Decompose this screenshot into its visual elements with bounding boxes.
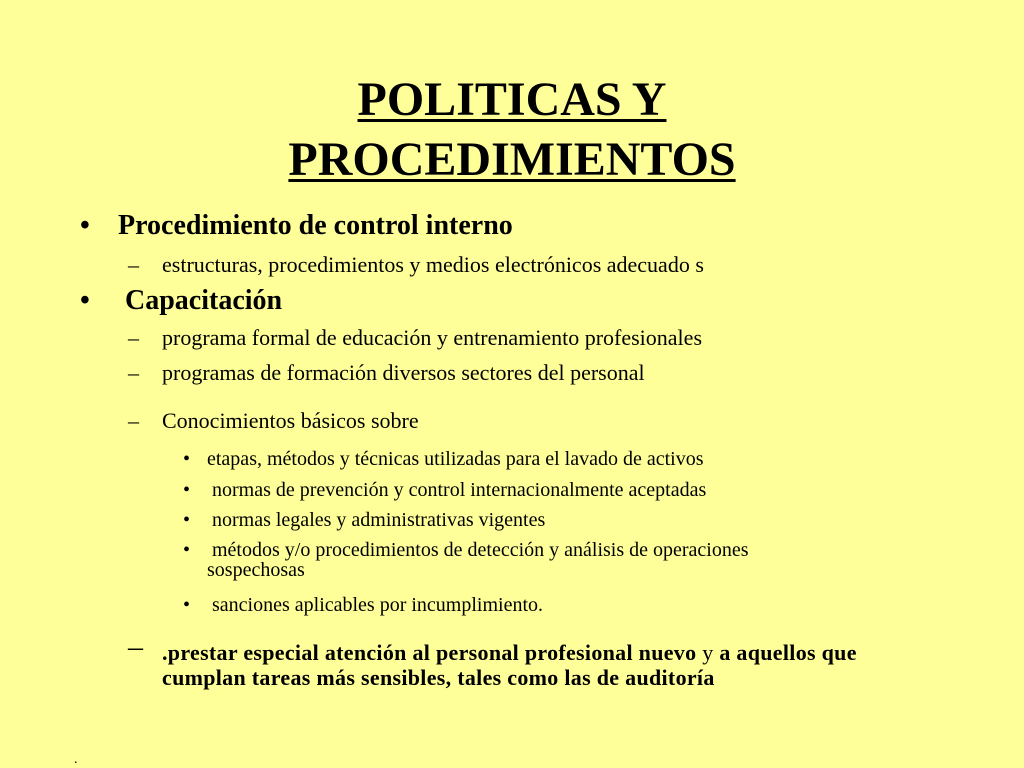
sub-sub-item-label: normas legales y administrativas vigentes <box>207 509 546 531</box>
sub-item-label: programas de formación diversos sectores del personal <box>162 360 645 385</box>
bullet-item-control-interno <box>80 210 513 242</box>
bullet-icon: • <box>80 285 90 316</box>
sub-item-label: estructuras, procedimientos y medios electrónicos adecuado s <box>162 252 704 277</box>
bullet-icon: • <box>183 448 191 470</box>
sub-sub-item-label: sanciones aplicables por incumplimiento. <box>207 594 544 616</box>
sub-item-label: Conocimientos básicos sobre <box>162 408 419 433</box>
slide-title <box>0 70 1024 190</box>
dash-icon: – <box>128 408 139 433</box>
dash-icon: – <box>128 325 139 350</box>
stray-mark: . <box>74 752 78 767</box>
dash-icon: – <box>128 360 139 385</box>
bullet-icon: • <box>183 509 191 531</box>
sub-item-programas-formacion <box>128 360 645 386</box>
dash-icon: – <box>128 252 139 277</box>
bullet-icon: • <box>183 594 191 616</box>
sub-sub-item-label: normas de prevención y control internacionalmente aceptadas <box>207 479 707 501</box>
title-line-2: PROCEDIMIENTOS <box>288 133 736 186</box>
sub-sub-item-continuation: sospechosas <box>207 559 305 581</box>
sub-sub-item-etapas <box>183 447 703 471</box>
bullet-label: Procedimiento de control interno <box>118 210 513 241</box>
sub-item-conocimientos <box>128 408 419 434</box>
final-note-text <box>128 640 928 690</box>
title-line-1: POLITICAS Y <box>357 73 667 126</box>
sub-item-label: programa formal de educación y entrenamiento profesionales <box>162 325 702 350</box>
bullet-label: Capacitación <box>118 285 283 316</box>
dash-icon: – <box>128 630 143 663</box>
sub-item-programa-formal <box>128 325 702 351</box>
bullet-icon: • <box>183 479 191 501</box>
final-note <box>128 630 928 690</box>
sub-sub-item-label: etapas, métodos y técnicas utilizadas para el lavado de activos <box>207 448 704 470</box>
bullet-icon: • <box>80 210 90 241</box>
final-note-part-1: .prestar especial atención al personal profesional nuevo <box>162 640 697 665</box>
sub-sub-item-label: métodos y/o procedimientos de detección y análisis de operaciones <box>207 539 749 561</box>
bullet-icon: • <box>183 539 191 561</box>
final-note-part-2: y <box>696 640 720 665</box>
sub-item-estructuras <box>128 252 704 278</box>
sub-sub-item-sanciones <box>183 593 543 617</box>
sub-sub-item-normas-legales <box>183 508 545 532</box>
sub-sub-item-metodos <box>183 538 749 582</box>
final-note-part-3: a aquellos que cumplan tareas más sensibles, tales como las de auditoría <box>162 640 857 690</box>
sub-sub-item-normas-prevencion <box>183 478 706 502</box>
bullet-item-capacitacion <box>80 285 282 317</box>
